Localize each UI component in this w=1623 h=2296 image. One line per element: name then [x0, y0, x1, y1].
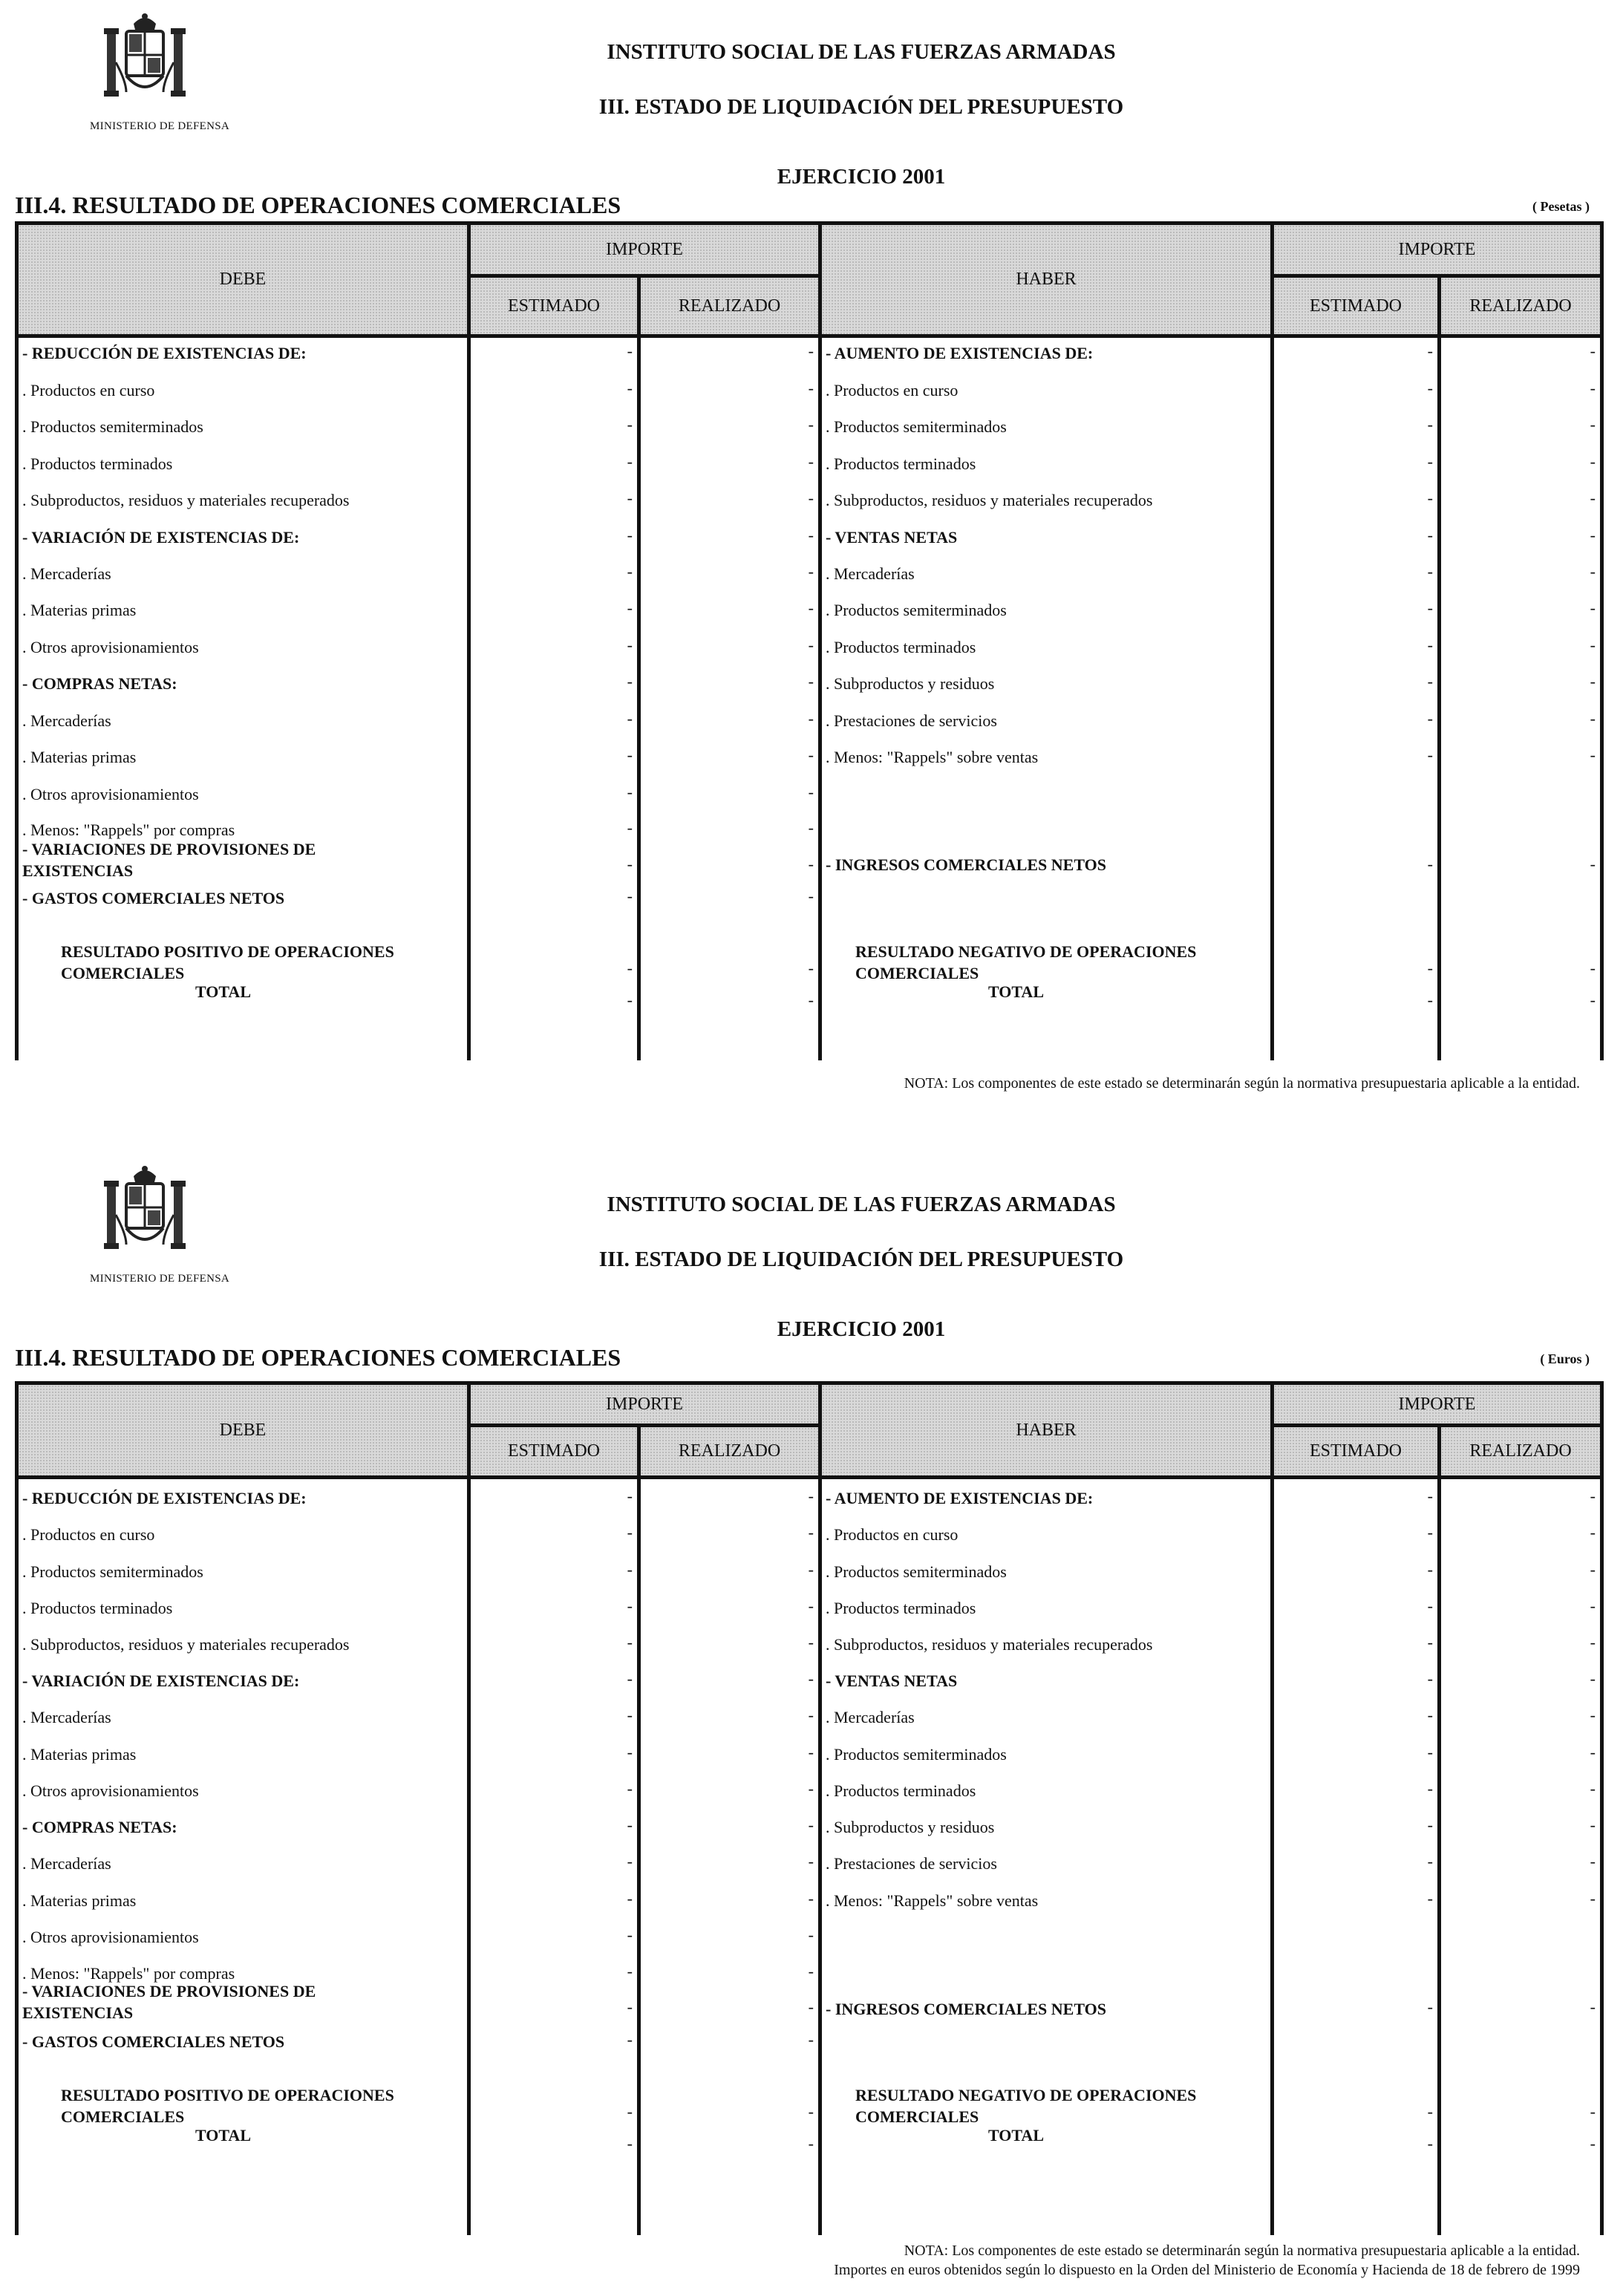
- debe-header: DEBE: [19, 1385, 467, 1475]
- debe-estimado-value: -: [627, 1743, 633, 1761]
- haber-estimado-value: -: [1427, 1597, 1433, 1615]
- footnote: NOTA: Los componentes de este estado se determinarán según la normativa presupuestaria aplicable a la entidad.: [904, 2243, 1580, 2259]
- section-title: III.4. RESULTADO DE OPERACIONES COMERCIALES: [15, 192, 621, 218]
- debe-realizado-value: -: [808, 526, 814, 544]
- haber-realizado-value: -: [1590, 1889, 1596, 1908]
- debe-estimado-value: -: [627, 452, 633, 471]
- debe-row: - REDUCCIÓN DE EXISTENCIAS DE:: [22, 344, 307, 362]
- debe-estimado-value: -: [627, 636, 633, 654]
- debe-realizado-value: -: [808, 415, 814, 434]
- haber-row: . Menos: "Rappels" sobre ventas: [826, 1891, 1039, 1910]
- debe-realizado-value: -: [808, 489, 814, 507]
- debe-row: - COMPRAS NETAS:: [22, 1818, 177, 1836]
- haber-estimado-value: -: [1427, 452, 1433, 471]
- haber-realizado-value: -: [1590, 415, 1596, 434]
- statement-pesetas: [0, 0, 1623, 1144]
- debe-realizado-value: -: [808, 2134, 814, 2153]
- haber-row: . Productos terminados: [826, 638, 976, 656]
- haber-estimado-value: -: [1427, 489, 1433, 507]
- currency-unit: ( Pesetas ): [1532, 199, 1590, 214]
- debe-estimado-value: -: [627, 818, 633, 837]
- debe-row: . Productos en curso: [22, 381, 155, 399]
- haber-realizado-value: -: [1590, 2102, 1596, 2121]
- haber-estimado-value: -: [1427, 746, 1433, 764]
- haber-estimado-value: -: [1427, 1997, 1433, 2016]
- debe-realizado-value: -: [808, 1597, 814, 1615]
- debe-row: . Otros aprovisionamientos: [22, 1928, 199, 1946]
- haber-row: . Subproductos, residuos y materiales recuperados: [826, 1635, 1153, 1654]
- debe-row: . Mercaderías: [22, 564, 111, 583]
- haber-realizado-value: -: [1590, 1597, 1596, 1615]
- haber-realizado-value: -: [1590, 1779, 1596, 1798]
- debe-realizado-value: -: [808, 1779, 814, 1798]
- debe-realizado-value: -: [808, 1523, 814, 1542]
- debe-realizado-value: -: [808, 959, 814, 977]
- haber-realizado-value: -: [1590, 452, 1596, 471]
- haber-estimado-value: -: [1427, 672, 1433, 691]
- haber-row: . Productos en curso: [826, 381, 959, 399]
- debe-row: . Menos: "Rappels" por compras: [22, 821, 235, 839]
- haber-realizado-value: -: [1590, 342, 1596, 360]
- debe-row: . Menos: "Rappels" por compras: [22, 1964, 235, 1983]
- debe-realizado-value: -: [808, 1925, 814, 1944]
- debe-row: . Otros aprovisionamientos: [22, 785, 199, 803]
- debe-row: - REDUCCIÓN DE EXISTENCIAS DE:: [22, 1489, 307, 1507]
- debe-row: - GASTOS COMERCIALES NETOS: [22, 2032, 285, 2051]
- haber-row: . Mercaderías: [826, 564, 915, 583]
- debe-estimado-value: -: [627, 1925, 633, 1944]
- spain-coat-of-arms-icon: [97, 1163, 193, 1267]
- debe-header: DEBE: [19, 225, 467, 334]
- debe-row: . Otros aprovisionamientos: [22, 1781, 199, 1800]
- exercise-year: EJERCICIO 2001: [777, 165, 946, 189]
- haber-row: - INGRESOS COMERCIALES NETOS: [826, 2000, 1106, 2018]
- debe-row: . Otros aprovisionamientos: [22, 638, 199, 656]
- debe-total: TOTAL: [195, 2126, 251, 2145]
- haber-estimado-value: -: [1427, 342, 1433, 360]
- haber-estimado-value: -: [1427, 379, 1433, 397]
- footnote-euros: Importes en euros obtenidos según lo dispuesto en la Orden del Ministerio de Economía y Hacienda de 18 de febrero de 1999: [834, 2262, 1580, 2278]
- debe-realizado-value: -: [808, 818, 814, 837]
- haber-row: - VENTAS NETAS: [826, 1672, 958, 1690]
- haber-estimado-value: -: [1427, 1816, 1433, 1834]
- debe-estimado-value: -: [627, 1816, 633, 1834]
- haber-estimado-value: -: [1427, 1852, 1433, 1871]
- statement-euros: [0, 1152, 1623, 2296]
- ministry-name: MINISTERIO DE DEFENSA: [90, 120, 229, 132]
- haber-row: - AUMENTO DE EXISTENCIAS DE:: [826, 1489, 1094, 1507]
- haber-estimado-value: -: [1427, 1523, 1433, 1542]
- exercise-year: EJERCICIO 2001: [777, 1317, 946, 1341]
- debe-realizado-value: -: [808, 2030, 814, 2049]
- importe-header-right: IMPORTE: [1274, 225, 1600, 274]
- debe-realizado-value: -: [808, 709, 814, 728]
- debe-row: . Productos en curso: [22, 1525, 155, 1544]
- haber-estimado-value: -: [1427, 1779, 1433, 1798]
- debe-row: RESULTADO POSITIVO DE OPERACIONES COMERCIALES: [61, 2086, 394, 2126]
- haber-total: TOTAL: [988, 2126, 1044, 2145]
- haber-row: RESULTADO NEGATIVO DE OPERACIONES COMERCIALES: [855, 942, 1197, 982]
- haber-row: . Productos semiterminados: [826, 417, 1007, 436]
- haber-row: . Prestaciones de servicios: [826, 1854, 997, 1873]
- haber-row: RESULTADO NEGATIVO DE OPERACIONES COMERCIALES: [855, 2086, 1197, 2126]
- debe-realizado-value: -: [808, 379, 814, 397]
- debe-realizado-value: -: [808, 1997, 814, 2016]
- haber-total: TOTAL: [988, 982, 1044, 1001]
- debe-realizado-value: -: [808, 1487, 814, 1505]
- haber-row: - INGRESOS COMERCIALES NETOS: [826, 855, 1106, 874]
- haber-row: . Menos: "Rappels" sobre ventas: [826, 748, 1039, 766]
- haber-realizado-value: -: [1590, 672, 1596, 691]
- debe-estimado-value: -: [627, 2030, 633, 2049]
- debe-realizado-value: -: [808, 783, 814, 801]
- haber-estimado-value: -: [1427, 2134, 1433, 2153]
- debe-row: . Materias primas: [22, 1891, 137, 1910]
- debe-realizado-value: -: [808, 991, 814, 1009]
- debe-estimado-value: -: [627, 959, 633, 977]
- haber-realizado-value: -: [1590, 1633, 1596, 1651]
- debe-realizado-value: -: [808, 2102, 814, 2121]
- haber-estimado-value: -: [1427, 855, 1433, 873]
- debe-row: . Mercaderías: [22, 1708, 111, 1726]
- debe-row: . Productos semiterminados: [22, 417, 203, 436]
- haber-realizado-value: -: [1590, 636, 1596, 654]
- debe-realizado-value: -: [808, 1743, 814, 1761]
- haber-row: . Subproductos y residuos: [826, 674, 995, 693]
- debe-realizado-value: -: [808, 1669, 814, 1688]
- debe-realizado-value: -: [808, 599, 814, 617]
- haber-estimado-value: -: [1427, 636, 1433, 654]
- debe-row: - VARIACIONES DE PROVISIONES DE EXISTENCIAS: [22, 1982, 316, 2022]
- debe-realizado-value: -: [808, 672, 814, 691]
- haber-row: . Productos terminados: [826, 1781, 976, 1800]
- debe-row: - VARIACIÓN DE EXISTENCIAS DE:: [22, 1672, 300, 1690]
- debe-row: RESULTADO POSITIVO DE OPERACIONES COMERCIALES: [61, 942, 394, 982]
- spain-coat-of-arms-icon: [97, 10, 193, 114]
- debe-row: - GASTOS COMERCIALES NETOS: [22, 889, 285, 907]
- debe-estimado-value: -: [627, 415, 633, 434]
- currency-unit: ( Euros ): [1540, 1351, 1590, 1366]
- haber-row: . Productos semiterminados: [826, 601, 1007, 619]
- debe-row: . Mercaderías: [22, 711, 111, 730]
- haber-estimado-value: -: [1427, 1706, 1433, 1724]
- haber-realizado-value: -: [1590, 1743, 1596, 1761]
- debe-realizado-value: -: [808, 887, 814, 905]
- statement-title: III. ESTADO DE LIQUIDACIÓN DEL PRESUPUESTO: [598, 95, 1124, 119]
- haber-row: . Productos terminados: [826, 1599, 976, 1617]
- haber-estimado-value: -: [1427, 1889, 1433, 1908]
- debe-realizado-value: -: [808, 562, 814, 581]
- estimado-header-left: ESTIMADO: [471, 1427, 637, 1475]
- debe-realizado-value: -: [808, 1889, 814, 1908]
- institution-title: INSTITUTO SOCIAL DE LAS FUERZAS ARMADAS: [607, 40, 1116, 64]
- haber-row: - VENTAS NETAS: [826, 528, 958, 547]
- estimado-header-left: ESTIMADO: [471, 278, 637, 334]
- debe-estimado-value: -: [627, 855, 633, 873]
- haber-realizado-value: -: [1590, 991, 1596, 1009]
- debe-realizado-value: -: [808, 1706, 814, 1724]
- haber-estimado-value: -: [1427, 1743, 1433, 1761]
- debe-realizado-value: -: [808, 1962, 814, 1980]
- debe-estimado-value: -: [627, 1706, 633, 1724]
- debe-row: . Subproductos, residuos y materiales recuperados: [22, 491, 350, 509]
- haber-realizado-value: -: [1590, 1669, 1596, 1688]
- debe-realizado-value: -: [808, 1633, 814, 1651]
- debe-estimado-value: -: [627, 379, 633, 397]
- debe-realizado-value: -: [808, 452, 814, 471]
- ministry-name: MINISTERIO DE DEFENSA: [90, 1273, 229, 1285]
- debe-realizado-value: -: [808, 636, 814, 654]
- debe-estimado-value: -: [627, 1597, 633, 1615]
- haber-realizado-value: -: [1590, 562, 1596, 581]
- debe-row: . Materias primas: [22, 748, 137, 766]
- haber-row: . Productos semiterminados: [826, 1562, 1007, 1581]
- haber-row: . Mercaderías: [826, 1708, 915, 1726]
- debe-estimado-value: -: [627, 562, 633, 581]
- debe-realizado-value: -: [808, 855, 814, 873]
- debe-estimado-value: -: [627, 672, 633, 691]
- debe-realizado-value: -: [808, 1816, 814, 1834]
- debe-estimado-value: -: [627, 887, 633, 905]
- haber-realizado-value: -: [1590, 746, 1596, 764]
- haber-estimado-value: -: [1427, 991, 1433, 1009]
- estimado-header-right: ESTIMADO: [1274, 278, 1437, 334]
- haber-row: - AUMENTO DE EXISTENCIAS DE:: [826, 344, 1094, 362]
- haber-estimado-value: -: [1427, 1487, 1433, 1505]
- importe-header-left: IMPORTE: [471, 1385, 818, 1423]
- debe-estimado-value: -: [627, 1633, 633, 1651]
- haber-estimado-value: -: [1427, 415, 1433, 434]
- haber-realizado-value: -: [1590, 526, 1596, 544]
- debe-estimado-value: -: [627, 1560, 633, 1579]
- haber-realizado-value: -: [1590, 599, 1596, 617]
- haber-estimado-value: -: [1427, 1633, 1433, 1651]
- estimado-header-right: ESTIMADO: [1274, 1427, 1437, 1475]
- realizado-header-right: REALIZADO: [1441, 1427, 1600, 1475]
- debe-row: - VARIACIONES DE PROVISIONES DE EXISTENCIAS: [22, 840, 316, 880]
- debe-estimado-value: -: [627, 1487, 633, 1505]
- debe-estimado-value: -: [627, 709, 633, 728]
- debe-estimado-value: -: [627, 599, 633, 617]
- haber-row: . Subproductos y residuos: [826, 1818, 995, 1836]
- haber-row: . Productos semiterminados: [826, 1745, 1007, 1764]
- haber-realizado-value: -: [1590, 379, 1596, 397]
- haber-realizado-value: -: [1590, 1560, 1596, 1579]
- institution-title: INSTITUTO SOCIAL DE LAS FUERZAS ARMADAS: [607, 1193, 1116, 1216]
- haber-realizado-value: -: [1590, 1523, 1596, 1542]
- importe-header-left: IMPORTE: [471, 225, 818, 274]
- haber-row: . Subproductos, residuos y materiales recuperados: [826, 491, 1153, 509]
- debe-estimado-value: -: [627, 1779, 633, 1798]
- debe-realizado-value: -: [808, 1852, 814, 1871]
- debe-realizado-value: -: [808, 1560, 814, 1579]
- haber-realizado-value: -: [1590, 1706, 1596, 1724]
- debe-total: TOTAL: [195, 982, 251, 1001]
- haber-realizado-value: -: [1590, 2134, 1596, 2153]
- debe-estimado-value: -: [627, 1962, 633, 1980]
- statement-title: III. ESTADO DE LIQUIDACIÓN DEL PRESUPUESTO: [598, 1248, 1124, 1271]
- debe-row: . Materias primas: [22, 601, 137, 619]
- debe-estimado-value: -: [627, 1997, 633, 2016]
- haber-realizado-value: -: [1590, 1997, 1596, 2016]
- haber-row: . Productos en curso: [826, 1525, 959, 1544]
- haber-realizado-value: -: [1590, 709, 1596, 728]
- haber-estimado-value: -: [1427, 599, 1433, 617]
- haber-realizado-value: -: [1590, 1487, 1596, 1505]
- realizado-header-left: REALIZADO: [641, 278, 818, 334]
- debe-estimado-value: -: [627, 2134, 633, 2153]
- debe-row: - COMPRAS NETAS:: [22, 674, 177, 693]
- haber-estimado-value: -: [1427, 959, 1433, 977]
- debe-estimado-value: -: [627, 526, 633, 544]
- debe-row: . Subproductos, residuos y materiales recuperados: [22, 1635, 350, 1654]
- debe-estimado-value: -: [627, 991, 633, 1009]
- realizado-header-left: REALIZADO: [641, 1427, 818, 1475]
- haber-row: . Prestaciones de servicios: [826, 711, 997, 730]
- haber-estimado-value: -: [1427, 526, 1433, 544]
- debe-row: . Productos terminados: [22, 454, 173, 473]
- haber-header: HABER: [822, 225, 1270, 334]
- haber-realizado-value: -: [1590, 855, 1596, 873]
- haber-row: . Productos terminados: [826, 454, 976, 473]
- debe-realizado-value: -: [808, 342, 814, 360]
- realizado-header-right: REALIZADO: [1441, 278, 1600, 334]
- debe-estimado-value: -: [627, 342, 633, 360]
- haber-realizado-value: -: [1590, 489, 1596, 507]
- debe-estimado-value: -: [627, 2102, 633, 2121]
- debe-row: - VARIACIÓN DE EXISTENCIAS DE:: [22, 528, 300, 547]
- debe-row: . Mercaderías: [22, 1854, 111, 1873]
- importe-header-right: IMPORTE: [1274, 1385, 1600, 1423]
- haber-estimado-value: -: [1427, 1560, 1433, 1579]
- debe-estimado-value: -: [627, 1669, 633, 1688]
- footnote: NOTA: Los componentes de este estado se determinarán según la normativa presupuestaria aplicable a la entidad.: [904, 1075, 1580, 1092]
- section-title: III.4. RESULTADO DE OPERACIONES COMERCIALES: [15, 1344, 621, 1371]
- haber-realizado-value: -: [1590, 1816, 1596, 1834]
- debe-row: . Materias primas: [22, 1745, 137, 1764]
- debe-row: . Productos terminados: [22, 1599, 173, 1617]
- haber-estimado-value: -: [1427, 1669, 1433, 1688]
- haber-estimado-value: -: [1427, 709, 1433, 728]
- debe-estimado-value: -: [627, 1523, 633, 1542]
- haber-estimado-value: -: [1427, 562, 1433, 581]
- debe-realizado-value: -: [808, 746, 814, 764]
- debe-estimado-value: -: [627, 1889, 633, 1908]
- haber-realizado-value: -: [1590, 959, 1596, 977]
- debe-estimado-value: -: [627, 1852, 633, 1871]
- haber-estimado-value: -: [1427, 2102, 1433, 2121]
- debe-row: . Productos semiterminados: [22, 1562, 203, 1581]
- haber-realizado-value: -: [1590, 1852, 1596, 1871]
- debe-estimado-value: -: [627, 489, 633, 507]
- haber-header: HABER: [822, 1385, 1270, 1475]
- debe-estimado-value: -: [627, 746, 633, 764]
- debe-estimado-value: -: [627, 783, 633, 801]
